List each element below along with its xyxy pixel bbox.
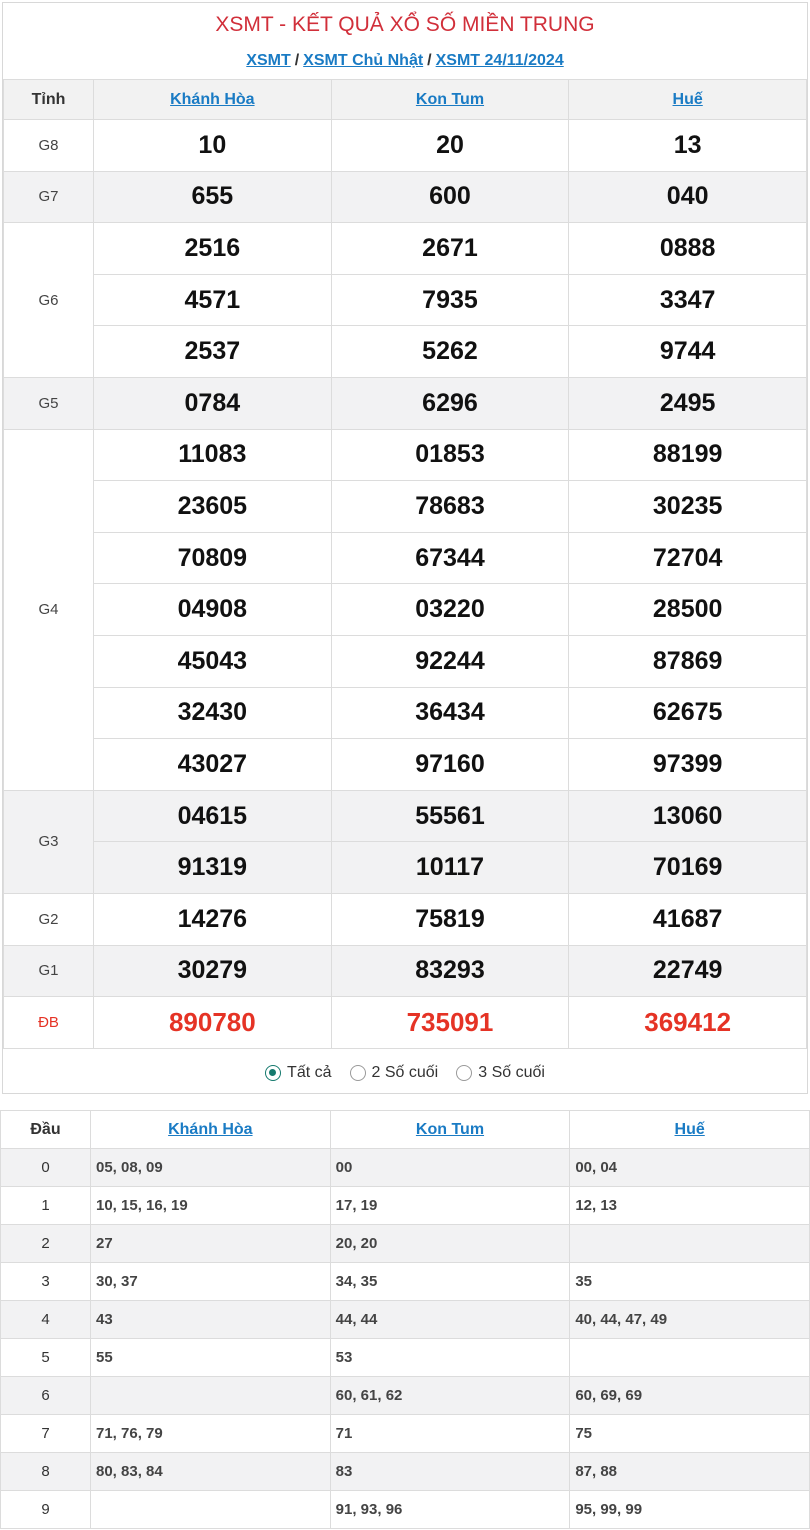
special-prize-number: 369412 [569, 997, 807, 1049]
prize-row [4, 377, 807, 429]
prize-row [4, 274, 807, 326]
radio-icon[interactable] [456, 1065, 472, 1081]
special-prize-number: 735091 [331, 997, 569, 1049]
page-title: XSMT - KẾT QUẢ XỔ SỐ MIỀN TRUNG [215, 13, 595, 36]
prize-row [4, 945, 807, 997]
head-digit: 7 [1, 1415, 91, 1453]
province-link[interactable]: Kon Tum [415, 90, 485, 108]
filter-label: 2 Số cuối [371, 1063, 439, 1081]
prize-label: G4 [4, 429, 94, 790]
filter-all[interactable] [265, 1064, 331, 1082]
prize-number: 45043 [94, 635, 332, 687]
prize-number: 20 [331, 120, 569, 172]
tail-numbers: 12, 13 [570, 1187, 810, 1225]
prize-number: 55561 [331, 790, 569, 842]
prize-number: 11083 [94, 429, 332, 481]
filter-label: Tất cả [287, 1063, 332, 1081]
prize-number: 2537 [94, 326, 332, 378]
tail-numbers: 75 [570, 1415, 810, 1453]
tail-numbers: 91, 93, 96 [330, 1491, 570, 1529]
province-link[interactable]: Kon Tum [415, 1120, 485, 1138]
tail-numbers: 40, 44, 47, 49 [570, 1301, 810, 1339]
prize-number: 72704 [569, 532, 807, 584]
head-digit: 2 [1, 1225, 91, 1263]
head-digit-row [1, 1301, 810, 1339]
prize-number: 01853 [331, 429, 569, 481]
tail-numbers: 71, 76, 79 [91, 1415, 331, 1453]
radio-selected-icon[interactable] [265, 1065, 281, 1081]
tail-numbers: 00 [330, 1149, 570, 1187]
radio-icon[interactable] [350, 1065, 366, 1081]
prize-number: 67344 [331, 532, 569, 584]
prize-number: 22749 [569, 945, 807, 997]
breadcrumb-separator: / [294, 52, 300, 69]
head-digit: 0 [1, 1149, 91, 1187]
tail-numbers: 30, 37 [91, 1263, 331, 1301]
head-digit-row [1, 1187, 810, 1225]
prize-number: 0784 [94, 377, 332, 429]
tail-numbers [91, 1491, 331, 1529]
tail-numbers: 20, 20 [330, 1225, 570, 1263]
tail-numbers: 27 [91, 1225, 331, 1263]
tail-numbers: 00, 04 [570, 1149, 810, 1187]
breadcrumb-link-xsmt[interactable]: XSMT [246, 52, 291, 69]
special-prize-number: 890780 [94, 997, 332, 1049]
prize-number: 43027 [94, 739, 332, 791]
prize-number: 6296 [331, 377, 569, 429]
prize-number: 9744 [569, 326, 807, 378]
prize-row [4, 326, 807, 378]
head-digit-table [0, 1110, 810, 1529]
prize-number: 040 [569, 171, 807, 223]
prize-number: 2671 [331, 223, 569, 275]
prize-label: G8 [4, 120, 94, 172]
prize-number: 92244 [331, 635, 569, 687]
tail-numbers: 55 [91, 1339, 331, 1377]
tail-numbers: 17, 19 [330, 1187, 570, 1225]
prize-label: G1 [4, 945, 94, 997]
province-column-header: Tỉnh [4, 80, 94, 120]
prize-row [4, 584, 807, 636]
prize-number: 14276 [94, 893, 332, 945]
prize-number: 7935 [331, 274, 569, 326]
dau-header-kon-tum [330, 1111, 570, 1149]
prize-number: 10 [94, 120, 332, 172]
prize-number: 91319 [94, 842, 332, 894]
province-header-khanh-hoa [94, 80, 332, 120]
prize-number: 10117 [331, 842, 569, 894]
filter-label: 3 Số cuối [478, 1063, 545, 1081]
prize-number: 75819 [331, 893, 569, 945]
prize-number: 41687 [569, 893, 807, 945]
prize-number: 62675 [569, 687, 807, 739]
prize-number: 32430 [94, 687, 332, 739]
prize-number: 97160 [331, 739, 569, 791]
prize-row [4, 739, 807, 791]
head-digit-row [1, 1377, 810, 1415]
prize-number: 2516 [94, 223, 332, 275]
prize-number: 13 [569, 120, 807, 172]
tail-numbers: 05, 08, 09 [91, 1149, 331, 1187]
head-digit-body [1, 1149, 810, 1529]
prize-number: 13060 [569, 790, 807, 842]
prize-row [4, 223, 807, 275]
prize-label: G5 [4, 377, 94, 429]
prize-row [4, 687, 807, 739]
tail-numbers: 60, 61, 62 [330, 1377, 570, 1415]
tail-numbers: 10, 15, 16, 19 [91, 1187, 331, 1225]
prize-row [4, 635, 807, 687]
province-link[interactable]: Khánh Hòa [170, 90, 255, 108]
prize-number: 30235 [569, 481, 807, 533]
head-digit: 6 [1, 1377, 91, 1415]
head-digit: 3 [1, 1263, 91, 1301]
breadcrumb-link-weekday[interactable]: XSMT Chủ Nhật [303, 52, 424, 69]
filter-last-2[interactable] [350, 1064, 439, 1082]
tail-numbers [91, 1377, 331, 1415]
prize-number: 70169 [569, 842, 807, 894]
prize-number: 28500 [569, 584, 807, 636]
prize-number: 04908 [94, 584, 332, 636]
head-digit-row [1, 1491, 810, 1529]
province-link[interactable]: Huế [674, 1120, 705, 1138]
prize-number: 03220 [331, 584, 569, 636]
prize-label: G2 [4, 893, 94, 945]
prize-row [4, 171, 807, 223]
breadcrumb-link-date[interactable]: XSMT 24/11/2024 [435, 52, 564, 69]
prize-label: G6 [4, 223, 94, 378]
head-digit: 8 [1, 1453, 91, 1491]
province-header-kon-tum [331, 80, 569, 120]
prize-row [4, 120, 807, 172]
tail-numbers: 60, 69, 69 [570, 1377, 810, 1415]
head-digit-row [1, 1225, 810, 1263]
dau-header-hue [570, 1111, 810, 1149]
head-digit: 5 [1, 1339, 91, 1377]
breadcrumb-separator: / [427, 52, 432, 69]
filter-last-3[interactable] [456, 1064, 545, 1082]
prize-number: 70809 [94, 532, 332, 584]
head-digit-row [1, 1263, 810, 1301]
prize-number: 2495 [569, 377, 807, 429]
results-card [2, 2, 808, 1094]
prize-number: 87869 [569, 635, 807, 687]
prize-row [4, 532, 807, 584]
head-digit-row [1, 1149, 810, 1187]
prize-number: 3347 [569, 274, 807, 326]
province-link[interactable]: Khánh Hòa [168, 1120, 253, 1138]
head-digit-column-header: Đầu [1, 1111, 91, 1149]
breadcrumb [3, 47, 807, 79]
tail-numbers [570, 1225, 810, 1263]
prize-row [4, 429, 807, 481]
digit-filter [3, 1049, 807, 1097]
prize-number: 600 [331, 171, 569, 223]
head-digit: 1 [1, 1187, 91, 1225]
prize-number: 83293 [331, 945, 569, 997]
head-digit-row [1, 1339, 810, 1377]
tail-numbers: 35 [570, 1263, 810, 1301]
prize-row [4, 842, 807, 894]
head-digit: 9 [1, 1491, 91, 1529]
tail-numbers: 44, 44 [330, 1301, 570, 1339]
results-body [4, 120, 807, 1049]
prize-label: G3 [4, 790, 94, 893]
prize-label: G7 [4, 171, 94, 223]
prize-number: 36434 [331, 687, 569, 739]
prize-number: 04615 [94, 790, 332, 842]
results-table [3, 79, 807, 1049]
tail-numbers: 95, 99, 99 [570, 1491, 810, 1529]
tail-numbers: 53 [330, 1339, 570, 1377]
prize-number: 23605 [94, 481, 332, 533]
tail-numbers: 34, 35 [330, 1263, 570, 1301]
province-link[interactable]: Huế [672, 90, 703, 108]
prize-number: 4571 [94, 274, 332, 326]
prize-label: ĐB [4, 997, 94, 1049]
prize-number: 5262 [331, 326, 569, 378]
prize-number: 655 [94, 171, 332, 223]
head-digit: 4 [1, 1301, 91, 1339]
tail-numbers [570, 1339, 810, 1377]
prize-number: 30279 [94, 945, 332, 997]
tail-numbers: 87, 88 [570, 1453, 810, 1491]
prize-row [4, 997, 807, 1049]
prize-number: 88199 [569, 429, 807, 481]
dau-header-khanh-hoa [91, 1111, 331, 1149]
tail-numbers: 83 [330, 1453, 570, 1491]
head-digit-row [1, 1415, 810, 1453]
prize-row [4, 481, 807, 533]
prize-row [4, 790, 807, 842]
prize-number: 78683 [331, 481, 569, 533]
tail-numbers: 71 [330, 1415, 570, 1453]
tail-numbers: 43 [91, 1301, 331, 1339]
tail-numbers: 80, 83, 84 [91, 1453, 331, 1491]
head-digit-row [1, 1453, 810, 1491]
prize-number: 97399 [569, 739, 807, 791]
prize-row [4, 893, 807, 945]
province-header-hue [569, 80, 807, 120]
prize-number: 0888 [569, 223, 807, 275]
